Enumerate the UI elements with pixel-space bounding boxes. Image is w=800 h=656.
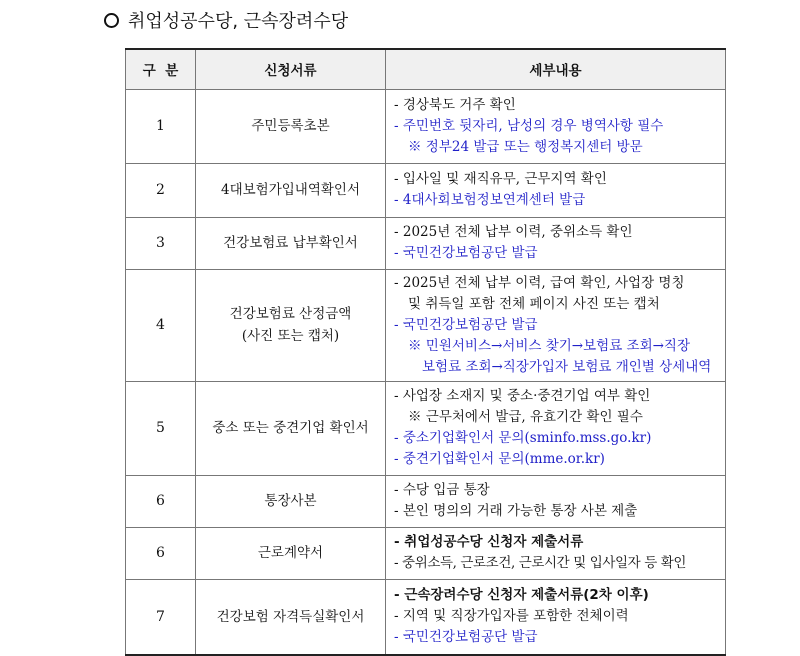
section-title (104, 7, 348, 33)
document-name-line: (사진 또는 캡처) (241, 328, 340, 344)
detail-line: - 중소기업확인서 문의(sminfo.mss.go.kr) (394, 430, 652, 446)
table-row (126, 269, 726, 381)
document-name: 주민등록초본 (196, 89, 386, 163)
document-name: 건강보험료 납부확인서 (196, 217, 386, 269)
detail-cell (386, 269, 726, 381)
row-number: 7 (126, 579, 196, 655)
document-name: 근로계약서 (196, 527, 386, 579)
header-category: 구 분 (126, 49, 196, 89)
detail-line: - 취업성공수당 신청자 제출서류 (394, 534, 584, 550)
header-details: 세부내용 (386, 49, 726, 89)
table-row (126, 579, 726, 655)
detail-note: 보험료 조회→직장가입자 보험료 개인별 상세내역 (422, 358, 712, 375)
detail-line: - 4대사회보험정보연계센터 발급 (394, 192, 586, 208)
document-table (125, 48, 726, 656)
document-name: 중소 또는 중견기업 확인서 (196, 381, 386, 475)
detail-line: - 중견기업확인서 문의(mme.or.kr) (394, 451, 605, 467)
row-number: 6 (126, 475, 196, 527)
detail-line: - 사업장 소재지 및 중소·중견기업 여부 확인 (394, 388, 651, 404)
detail-cell (386, 89, 726, 163)
circle-bullet-icon (104, 13, 119, 28)
detail-note: ※ 민원서비스→서비스 찾기→보험료 조회→직장 (408, 337, 691, 354)
detail-cell (386, 163, 726, 217)
detail-cell (386, 527, 726, 579)
detail-line: - 2025년 전체 납부 이력, 중위소득 확인 (394, 224, 633, 240)
table-row (126, 381, 726, 475)
detail-cell (386, 217, 726, 269)
detail-line: - 수당 입금 통장 (394, 482, 490, 498)
detail-cell (386, 475, 726, 527)
detail-line: - 국민건강보험공단 발급 (394, 245, 538, 261)
row-number: 2 (126, 163, 196, 217)
detail-cell (386, 381, 726, 475)
row-number: 6 (126, 527, 196, 579)
detail-note: ※ 정부24 발급 또는 행정복지센터 방문 (408, 138, 643, 155)
detail-line: - 입사일 및 재직유무, 근무지역 확인 (394, 171, 607, 187)
detail-line: - 중위소득, 근로조건, 근로시간 및 입사일자 등 확인 (394, 555, 687, 571)
header-documents: 신청서류 (196, 49, 386, 89)
document-name-line: 건강보험료 산정금액 (229, 306, 352, 322)
detail-note: ※ 근무처에서 발급, 유효기간 확인 필수 (408, 409, 643, 425)
document-name: 4대보험가입내역확인서 (196, 163, 386, 217)
detail-line: - 본인 명의의 거래 가능한 통장 사본 제출 (394, 503, 638, 519)
table-row (126, 217, 726, 269)
row-number: 3 (126, 217, 196, 269)
detail-line: 및 취득일 포함 전체 페이지 사진 또는 캡처 (408, 295, 660, 312)
detail-line: - 주민번호 뒷자리, 남성의 경우 병역사항 필수 (394, 117, 664, 134)
detail-line: - 경상북도 거주 확인 (394, 96, 516, 113)
table-row (126, 163, 726, 217)
table-row (126, 475, 726, 527)
detail-cell (386, 579, 726, 655)
document-name (196, 269, 386, 381)
row-number: 4 (126, 269, 196, 381)
row-number: 5 (126, 381, 196, 475)
table-row (126, 527, 726, 579)
table-header-row (126, 49, 726, 89)
detail-line: - 근속장려수당 신청자 제출서류(2차 이후) (394, 587, 649, 604)
section-title-text: 취업성공수당, 근속장려수당 (128, 11, 349, 32)
detail-line: - 국민건강보험공단 발급 (394, 316, 538, 333)
detail-line: - 2025년 전체 납부 이력, 급여 확인, 사업장 명칭 (394, 274, 685, 291)
document-name: 건강보험 자격득실확인서 (196, 579, 386, 655)
document-name: 통장사본 (196, 475, 386, 527)
table-row (126, 89, 726, 163)
detail-line: - 국민건강보험공단 발급 (394, 629, 538, 646)
row-number: 1 (126, 89, 196, 163)
detail-line: - 지역 및 직장가입자를 포함한 전체이력 (394, 608, 629, 625)
